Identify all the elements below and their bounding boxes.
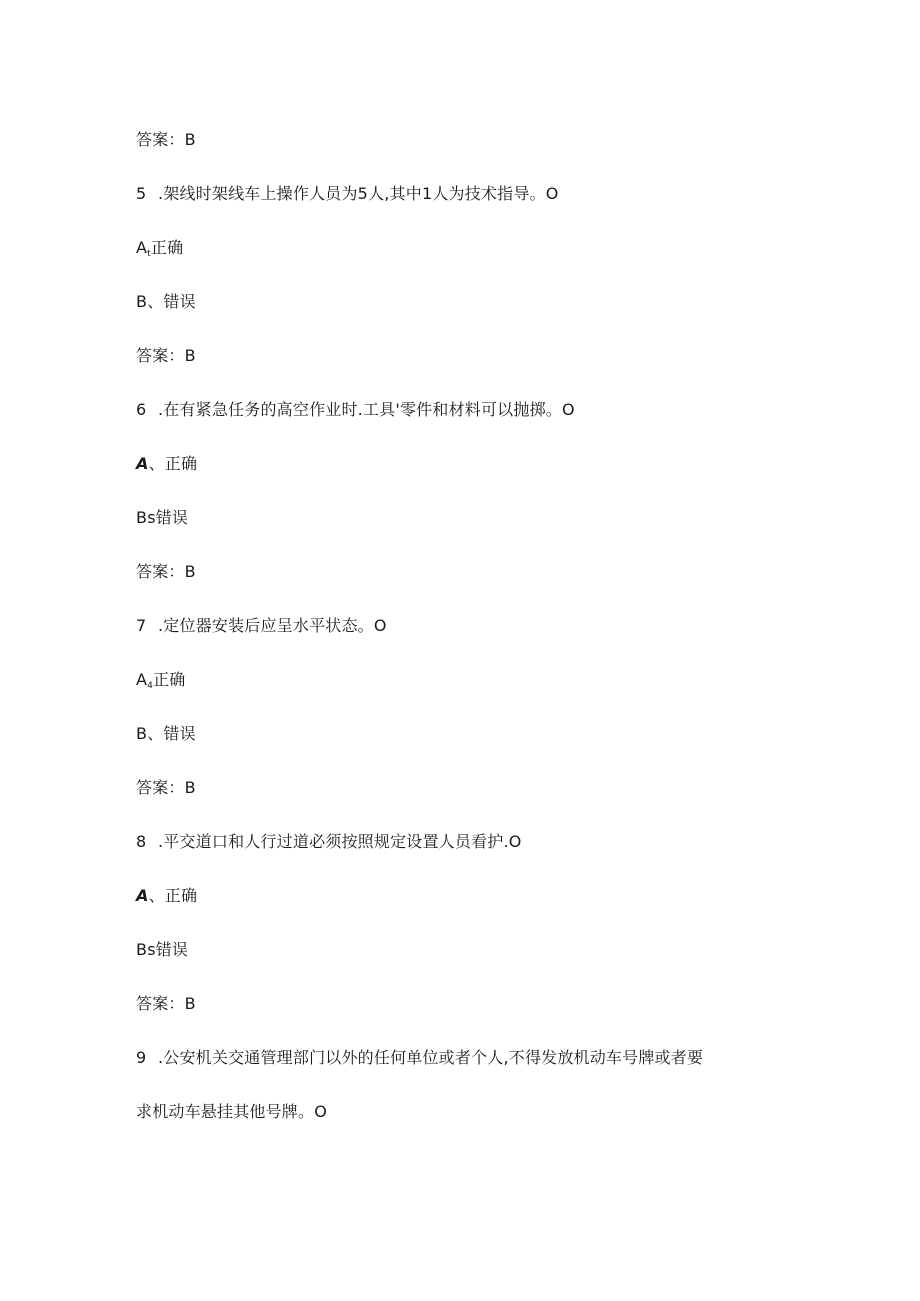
- answer-line: [136, 130, 196, 150]
- question-8-option-b: [136, 940, 188, 960]
- question-text: .平交道口和人行过道必须按照规定设置人员看护.O: [158, 832, 522, 851]
- option-letter: B: [136, 940, 148, 959]
- question-6-option-b: [136, 508, 188, 528]
- option-letter: B: [136, 724, 148, 743]
- question-text: .公安机关交通管理部门以外的任何单位或者个人,不得发放机动车号牌或者要: [158, 1048, 704, 1067]
- question-6-answer: [136, 562, 196, 582]
- question-9: [136, 1048, 703, 1068]
- question-5-option-a: [136, 238, 183, 264]
- option-letter: B: [136, 508, 148, 527]
- question-8: [136, 832, 522, 852]
- question-text: .架线时架线车上操作人员为5人,其中1人为技术指导。O: [158, 184, 559, 203]
- option-separator: t: [147, 249, 151, 259]
- question-text: .在有紧急任务的高空作业时.工具'零件和材料可以抛掷。O: [158, 400, 575, 419]
- option-letter: A: [136, 454, 149, 473]
- question-number: 9: [136, 1048, 147, 1067]
- question-8-answer: [136, 994, 196, 1014]
- option-text: 错误: [163, 724, 196, 743]
- question-number: 7: [136, 616, 147, 635]
- option-text: 正确: [150, 238, 184, 257]
- question-text: .定位器安装后应呈水平状态。O: [158, 616, 387, 635]
- option-separator: s: [147, 508, 156, 527]
- question-5-option-b: [136, 292, 196, 312]
- answer-text: 答案：B: [136, 778, 196, 797]
- question-5-answer: [136, 346, 196, 366]
- question-number: 6: [136, 400, 147, 419]
- question-7-answer: [136, 778, 196, 798]
- option-letter: A: [136, 886, 149, 905]
- question-7-option-a: [136, 670, 186, 696]
- question-8-option-a: [136, 886, 197, 906]
- question-5: [136, 184, 559, 204]
- option-letter: A: [136, 670, 148, 689]
- option-text: 正确: [164, 454, 198, 473]
- option-text: 错误: [155, 508, 189, 527]
- question-number: 5: [136, 184, 147, 203]
- option-text: 正确: [153, 670, 186, 689]
- question-6-option-a: [136, 454, 197, 474]
- answer-text: 答案：B: [136, 562, 196, 581]
- option-separator: 、: [148, 886, 165, 905]
- option-text: 正确: [164, 886, 198, 905]
- question-7: [136, 616, 387, 636]
- option-letter: A: [136, 238, 148, 257]
- answer-text: 答案：B: [136, 130, 196, 149]
- question-text: 求机动车悬挂其他号牌。O: [136, 1102, 327, 1121]
- answer-text: 答案：B: [136, 346, 196, 365]
- answer-text: 答案：B: [136, 994, 196, 1013]
- question-7-option-b: [136, 724, 196, 744]
- option-text: 错误: [163, 292, 196, 311]
- option-separator: 4: [147, 681, 154, 691]
- option-letter: B: [136, 292, 148, 311]
- option-separator: 、: [148, 454, 165, 473]
- question-6: [136, 400, 575, 420]
- question-number: 8: [136, 832, 147, 851]
- option-separator: s: [147, 940, 156, 959]
- option-separator: 、: [147, 724, 164, 743]
- option-text: 错误: [155, 940, 189, 959]
- question-9-continuation: [136, 1102, 327, 1122]
- option-separator: 、: [147, 292, 164, 311]
